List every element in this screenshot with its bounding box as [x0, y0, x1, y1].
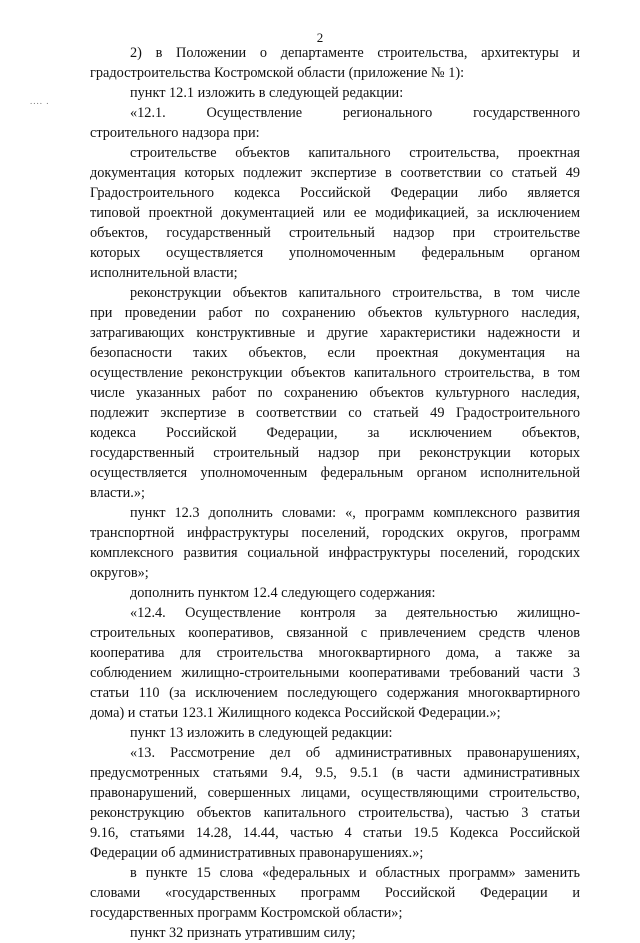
text-line: реконструкцию объектов капитального строительства), частью 3 статьи: [90, 805, 580, 821]
text-line: комплексного развития социальной инфраструктуры поселений, городских: [90, 545, 580, 561]
text-line: градостроительства Костромской области (приложение № 1):: [90, 65, 465, 81]
margin-mark: .... .: [30, 96, 50, 106]
page-number: 2: [316, 30, 324, 45]
text-line: числе указанных работ по сохранению объектов культурного наследия,: [90, 385, 580, 401]
document-body: [90, 43, 580, 943]
text-line: пункт 12.3 дополнить словами: «, программ комплексного развития: [130, 505, 580, 521]
text-line: исполнительной власти;: [90, 265, 238, 281]
text-line: документация которых подлежит экспертизе в соответствии со статьей 49: [90, 165, 580, 181]
text-line: соблюдением жилищно-строительными кооперативами требований части 3: [90, 665, 580, 681]
text-line: пункт 12.1 изложить в следующей редакции:: [130, 85, 404, 101]
text-line: строительстве объектов капитального строительства, проектная: [130, 145, 580, 161]
text-line: осуществляется уполномоченным федеральным органом исполнительной: [90, 465, 580, 481]
text-line: Градостроительного кодекса Российской Федерации либо является: [90, 185, 580, 201]
text-line: реконструкции объектов капитального строительства, в том числе: [130, 285, 580, 301]
text-line: дома) и статьи 123.1 Жилищного кодекса Российской Федерации.»;: [90, 705, 501, 721]
text-line: при проведении работ по сохранению объектов культурного наследия,: [90, 305, 580, 321]
text-line: государственный строительный надзор при реконструкции которых: [90, 445, 580, 461]
text-line: предусмотренных статьями 9.4, 9.5, 9.5.1 (в части административных: [90, 765, 580, 781]
text-line: государственных программ Костромской области»;: [90, 905, 403, 921]
text-line: в пункте 15 слова «федеральных и областных программ» заменить: [130, 865, 580, 881]
text-line: кодекса Российской Федерации, за исключением объектов,: [90, 425, 580, 441]
text-line: пункт 13 изложить в следующей редакции:: [130, 725, 393, 741]
text-line: пункт 32 признать утратившим силу;: [130, 925, 356, 941]
text-line: безопасности таких объектов, если проектная документация на: [90, 345, 580, 361]
text-line: «12.4. Осуществление контроля за деятельностью жилищно-: [130, 605, 580, 621]
text-line: «12.1. Осуществление регионального государственного: [130, 105, 580, 121]
text-line: кооператива для строительства многоквартирного дома, а также за: [90, 645, 580, 661]
text-line: правонарушений, совершенных лицами, осуществляющими строительство,: [90, 785, 580, 801]
text-line: словами «государственных программ Российской Федерации и: [90, 885, 580, 901]
text-line: Федерации об административных правонарушениях.»;: [90, 845, 424, 861]
text-line: осуществление реконструкции объектов капитального строительства, в том: [90, 365, 580, 381]
text-line: строительных кооперативов, связанной с привлечением средств членов: [90, 625, 580, 641]
text-line: 2) в Положении о департаменте строительства, архитектуры и: [130, 45, 580, 61]
text-line: объектов, государственный строительный надзор при строительстве: [90, 225, 580, 241]
text-line: затрагивающих конструктивные и другие характеристики надежности и: [90, 325, 580, 341]
text-line: дополнить пунктом 12.4 следующего содержания:: [130, 585, 436, 601]
text-line: типовой проектной документацией или ее модификацией, за исключением: [90, 205, 580, 221]
text-line: статьи 110 (за исключением последующего содержания многоквартирного: [90, 685, 580, 701]
text-line: которых осуществляется уполномоченным федеральным органом: [90, 245, 580, 261]
text-line: власти.»;: [90, 485, 145, 501]
text-line: подлежит экспертизе в соответствии со статьей 49 Градостроительного: [90, 405, 580, 421]
text-line: округов»;: [90, 565, 149, 581]
text-line: 9.16, статьями 14.28, 14.44, частью 4 статьи 19.5 Кодекса Российской: [90, 825, 580, 841]
text-line: строительного надзора при:: [90, 125, 260, 141]
text-line: транспортной инфраструктуры поселений, городских округов, программ: [90, 525, 580, 541]
text-line: «13. Рассмотрение дел об административных правонарушениях,: [130, 745, 580, 761]
